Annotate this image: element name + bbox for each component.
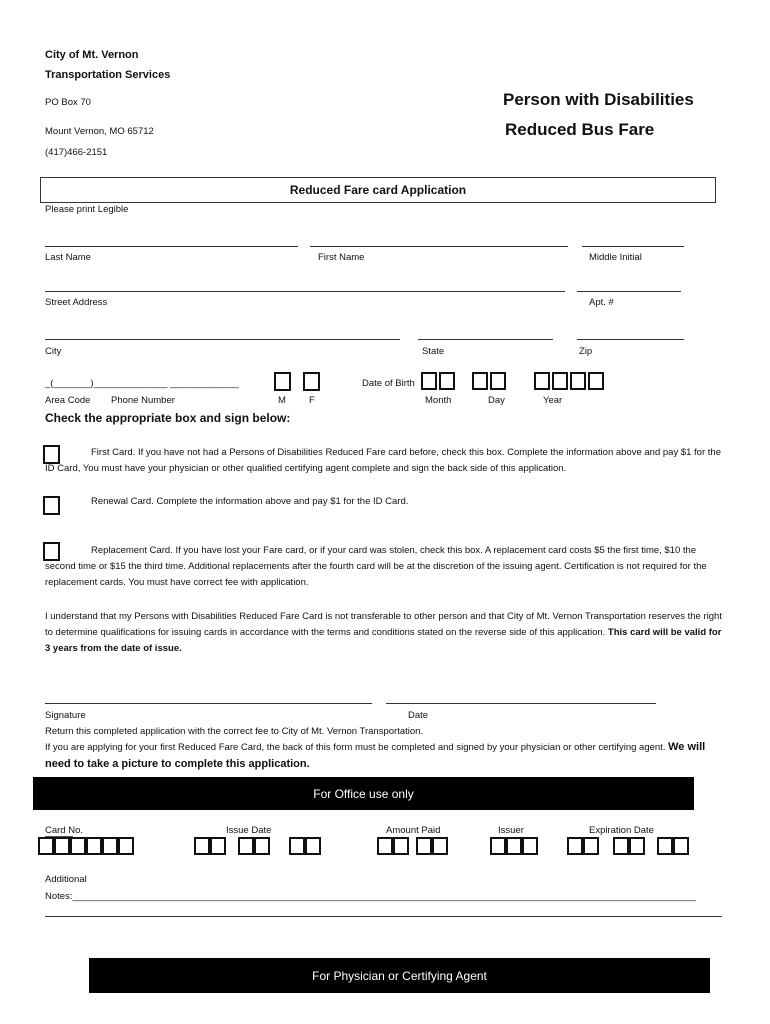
issue-month-boxes[interactable]: [194, 837, 226, 855]
year-label: Year: [543, 395, 563, 406]
first-card-option: First Card. If you have not had a Persons of Disabilities Reduced Fare card before, check this box. Complete the information above and pay $1 for the ID Card, You must have your physician or other qualified certifying agent complete and sign the back side of this application.: [45, 447, 721, 474]
picture-note: We will need to take a picture to complete this application.: [45, 741, 706, 770]
street-label: Street Address: [45, 297, 108, 308]
last-name-field[interactable]: [45, 246, 298, 247]
dob-month-boxes[interactable]: [421, 372, 455, 390]
notes-field[interactable]: Notes:______________________________________________________________________________________________________________________: [45, 891, 696, 902]
middle-initial-label: Middle Initial: [589, 252, 642, 263]
city-field[interactable]: [45, 339, 400, 340]
amount-paid-label: Amount Paid: [386, 825, 441, 836]
issue-year-boxes[interactable]: [289, 837, 321, 855]
office-use-band: [33, 777, 694, 810]
title-line1: Person with Disabilities: [503, 90, 694, 109]
apt-field[interactable]: [577, 291, 681, 292]
issue-date-label: Issue Date: [226, 825, 272, 836]
street-field[interactable]: [45, 291, 565, 292]
amount-cents-boxes[interactable]: [416, 837, 448, 855]
office-use-label: For Office use only: [313, 786, 414, 801]
exp-year-boxes[interactable]: [657, 837, 689, 855]
male-checkbox[interactable]: [274, 372, 291, 391]
apt-label: Apt. #: [589, 297, 614, 308]
first-name-field[interactable]: [310, 246, 568, 247]
city-label: City: [45, 346, 62, 357]
renewal-card-option: Renewal Card. Complete the information above and pay $1 for the ID Card.: [91, 496, 409, 507]
male-label: M: [278, 395, 286, 406]
form-heading-box: [40, 177, 716, 203]
phone: (417)466-2151: [45, 147, 108, 158]
agreement-bold: This card will be valid for 3 years from the date of issue.: [45, 627, 722, 654]
city-line: Mount Vernon, MO 65712: [45, 126, 154, 137]
po-box: PO Box 70: [45, 97, 91, 108]
female-checkbox[interactable]: [303, 372, 320, 391]
issuer-boxes[interactable]: [490, 837, 538, 855]
notes-line-2[interactable]: [45, 916, 722, 917]
dob-label: Date of Birth: [362, 378, 415, 389]
form-heading: Reduced Fare card Application: [289, 183, 467, 197]
phone-number-label: Phone Number: [111, 395, 175, 406]
exp-month-boxes[interactable]: [567, 837, 599, 855]
zip-field[interactable]: [577, 339, 684, 340]
signature-field[interactable]: [45, 703, 372, 704]
first-card-note-block: [45, 739, 725, 773]
amount-dollars-boxes[interactable]: [377, 837, 409, 855]
date-label: Date: [408, 710, 429, 721]
day-label: Day: [488, 395, 505, 406]
return-note: Return this completed application with the correct fee to City of Mt. Vernon Transportation.: [45, 726, 424, 737]
state-label: State: [422, 346, 445, 357]
expiration-date-label: Expiration Date: [589, 825, 654, 836]
middle-initial-field[interactable]: [582, 246, 684, 247]
physician-band: [89, 958, 710, 993]
dob-year-boxes[interactable]: [534, 372, 604, 390]
phone-field[interactable]: _(_______)______________ _____________: [45, 378, 239, 389]
dob-day-boxes[interactable]: [472, 372, 506, 390]
agreement-text: [45, 609, 725, 657]
title-line2: Reduced Bus Fare: [505, 120, 655, 139]
first-card-note: If you are applying for your first Reduced Fare Card, the back of this form must be completed and signed by your physician or other certifying agent.: [45, 742, 666, 753]
issuer-label: Issuer: [498, 825, 524, 836]
date-field[interactable]: [386, 703, 656, 704]
department: Transportation Services: [45, 69, 171, 81]
instruction: Please print Legible: [45, 204, 129, 215]
last-name-label: Last Name: [45, 252, 91, 263]
additional-label: Additional: [45, 874, 87, 885]
agreement-body: I understand that my Persons with Disabilities Reduced Fare Card is not transferable to other person and that City of Mt. Vernon Transportation reserves the right to determine qualifications for issuing cards in accordance with the terms and conditions stated on the reverse side of this application.: [45, 611, 722, 638]
area-code-label: Area Code: [45, 395, 91, 406]
state-field[interactable]: [418, 339, 553, 340]
exp-day-boxes[interactable]: [613, 837, 645, 855]
month-label: Month: [425, 395, 452, 406]
replacement-card-option: Replacement Card. If you have lost your Fare card, or if your card was stolen, check this box. A replacement card costs $5 the first time, $10 the second time or $15 the third time. Additional replacements after the fourth card will be at the discretion of the issuing agent. Certification is not required for the replacement cards. You must have correct fee with application.: [45, 545, 707, 588]
issue-day-boxes[interactable]: [238, 837, 270, 855]
first-name-label: First Name: [318, 252, 365, 263]
female-label: F: [309, 395, 315, 406]
org-name: City of Mt. Vernon: [45, 49, 139, 61]
physician-label: For Physician or Certifying Agent: [312, 968, 487, 983]
signature-label: Signature: [45, 710, 86, 721]
card-no-label: Card No.: [45, 825, 84, 836]
zip-label: Zip: [579, 346, 593, 357]
check-heading: Check the appropriate box and sign below:: [45, 411, 291, 425]
card-no-boxes[interactable]: [38, 837, 134, 855]
